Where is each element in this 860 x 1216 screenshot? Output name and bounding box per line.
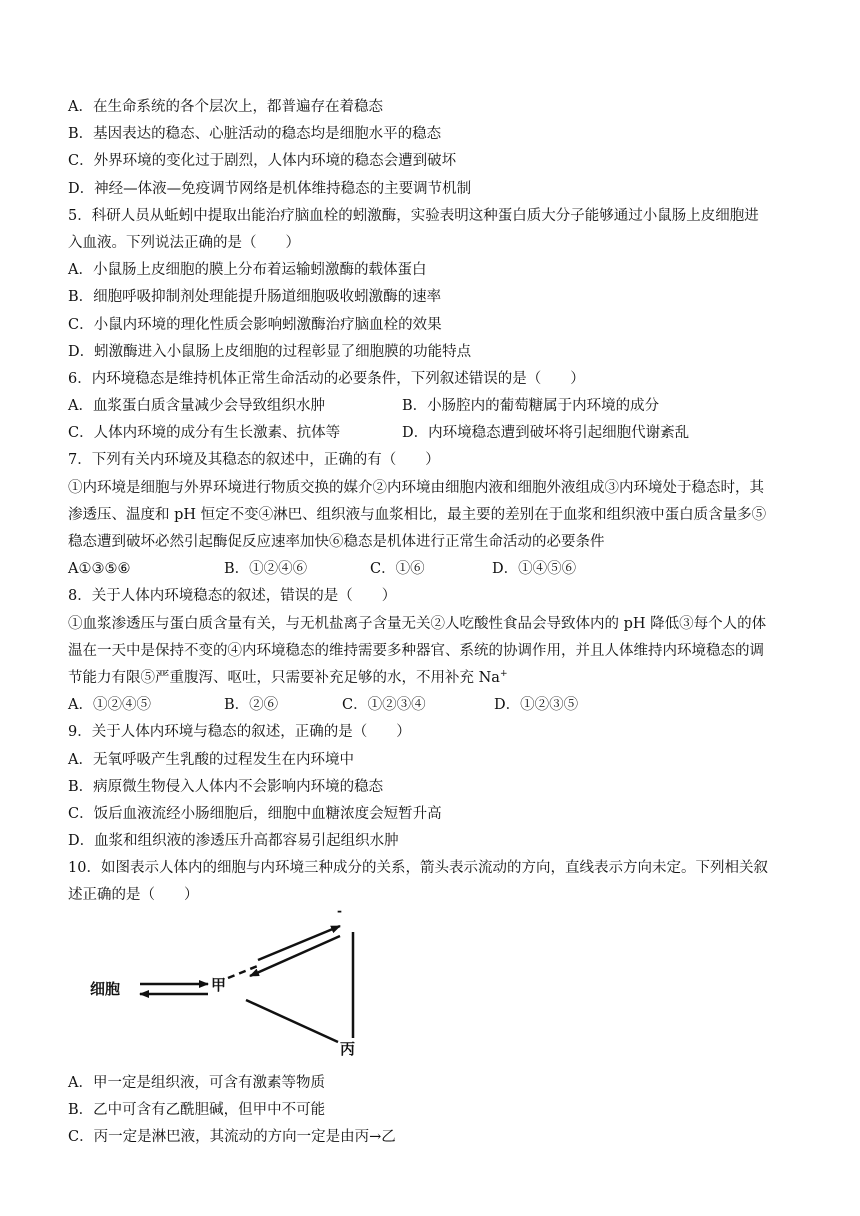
q6-options-row2 xyxy=(68,420,798,447)
label-bing: 丙 xyxy=(340,1039,356,1058)
q4-option-c: C．外界环境的变化过于剧烈，人体内环境的稳态会遭到破坏 xyxy=(68,153,457,170)
q8-option-b: B．②⑥ xyxy=(224,697,279,714)
q7-body-line1: ①内环境是细胞与外界环境进行物质交换的媒介②内环境由细胞内液和细胞外液组成③内环境处于稳态时，其 xyxy=(68,479,764,496)
q8-body-line3 xyxy=(68,665,798,692)
q7-stem: 7．下列有关内环境及其稳态的叙述中，正确的有（ ） xyxy=(68,452,440,469)
q9-option-b: B．病原微生物侵入人体内不会影响内环境的稳态 xyxy=(68,778,384,795)
q8-stem: 8．关于人体内环境稳态的叙述，错误的是（ ） xyxy=(68,588,397,605)
q9-option-c: C．饭后血液流经小肠细胞后，细胞中血糖浓度会短暂升高 xyxy=(68,805,442,822)
q8-sodium-superscript: + xyxy=(499,669,508,680)
line-jia-bing xyxy=(246,1000,338,1042)
q9-option-a: A．无氧呼吸产生乳酸的过程发生在内环境中 xyxy=(68,751,354,768)
q7-option-a: A①③⑤⑥ xyxy=(68,561,131,578)
q8-options xyxy=(68,692,798,719)
q10-option-a: A．甲一定是组织液，可含有激素等物质 xyxy=(68,1074,325,1091)
q6-options-row1 xyxy=(68,393,798,420)
q5-option-d: D．蚓激酶进入小鼠肠上皮细胞的过程彰显了细胞膜的功能特点 xyxy=(68,343,472,360)
q4-option-a: A．在生命系统的各个层次上，都普遍存在着稳态 xyxy=(68,99,383,115)
q5-option-c: C．小鼠内环境的理化性质会影响蚓激酶治疗脑血栓的效果 xyxy=(68,316,442,333)
q5-option-b: B．细胞呼吸抑制剂处理能提升肠道细胞吸收蚓激酶的速率 xyxy=(68,289,442,306)
q8-body-line1: ①血浆渗透压与蛋白质含量有关，与无机盐离子含量无关②人吃酸性食品会导致体内的 pH 降低③每个人的体 xyxy=(68,615,767,632)
q8-body-line2: 温在一天中是保持不变的④内环境稳态的维持需要多种器官、系统的协调作用，并且人体维持内环境稳态的调 xyxy=(68,642,764,659)
q7-body-line2: 渗透压、温度和 pH 恒定不变④淋巴、组织液与血浆相比，最主要的差别在于血浆和组织液中蛋白质含量多⑤ xyxy=(68,506,767,523)
diagram-arrows xyxy=(88,910,418,1070)
q9-option-d: D．血浆和组织液的渗透压升高都容易引起组织水肿 xyxy=(68,833,399,850)
q10-option-b: B．乙中可含有乙酰胆碱，但甲中不可能 xyxy=(68,1101,326,1118)
q4-option-b: B．基因表达的稳态、心脏活动的稳态均是细胞水平的稳态 xyxy=(68,126,442,143)
q9-stem: 9．关于人体内环境与稳态的叙述，正确的是（ ） xyxy=(68,724,411,741)
q4-option-d: D．神经—体液—免疫调节网络是机体维持稳态的主要调节机制 xyxy=(68,180,472,197)
q8-option-d: D．①②③⑤ xyxy=(494,697,579,714)
q6-option-d: D．内环境稳态遭到破坏将引起细胞代谢紊乱 xyxy=(402,425,690,442)
q7-body-line3: 稳态遭到破坏必然引起酶促反应速率加快⑥稳态是机体进行正常生命活动的必要条件 xyxy=(68,534,605,550)
q7-option-d: D．①④⑤⑥ xyxy=(492,561,577,578)
label-yi: - xyxy=(337,903,342,918)
q7-option-b: B．①②④⑥ xyxy=(224,561,308,578)
q6-option-a: A．血浆蛋白质含量减少会导致组织水肿 xyxy=(68,398,325,415)
q7-option-c: C．①⑥ xyxy=(370,561,425,578)
q8-option-a: A．①②④⑤ xyxy=(68,697,151,714)
label-cell: 细胞 xyxy=(90,979,121,998)
body-fluid-diagram xyxy=(88,903,418,1070)
q7-options xyxy=(68,556,798,583)
q8-body-line3-text: 节能力有限⑤严重腹泻、呕吐，只需要补充足够的水，不用补充 Na xyxy=(68,669,500,686)
q6-option-b: B．小肠腔内的葡萄糖属于内环境的成分 xyxy=(402,398,660,415)
q5-stem-line2: 入血液。下列说法正确的是（ ） xyxy=(68,234,300,251)
q5-option-a: A．小鼠肠上皮细胞的膜上分布着运输蚓激酶的载体蛋白 xyxy=(68,262,427,279)
label-jia: 甲 xyxy=(211,975,227,994)
q5-stem-line1: 5．科研人员从蚯蚓中提取出能治疗脑血栓的蚓激酶，实验表明这种蛋白质大分子能够通过小鼠肠上皮细胞进 xyxy=(68,207,759,224)
q8-option-c: C．①②③④ xyxy=(342,697,426,714)
exam-page xyxy=(68,94,798,1151)
q6-stem: 6．内环境稳态是维持机体正常生命活动的必要条件，下列叙述错误的是（ ） xyxy=(68,370,585,387)
q10-stem-line2: 述正确的是（ ） xyxy=(68,887,199,904)
q10-stem-line1: 10．如图表示人体内的细胞与内环境三种成分的关系，箭头表示流动的方向，直线表示方向未定。下列相关叙 xyxy=(68,860,768,877)
q6-option-c: C．人体内环境的成分有生长激素、抗体等 xyxy=(68,425,341,442)
arrow-yi-to-jia xyxy=(250,936,340,976)
dashed-line-jia-yi xyxy=(228,965,260,978)
q10-option-c: C．丙一定是淋巴液，其流动的方向一定是由丙→乙 xyxy=(68,1129,396,1145)
